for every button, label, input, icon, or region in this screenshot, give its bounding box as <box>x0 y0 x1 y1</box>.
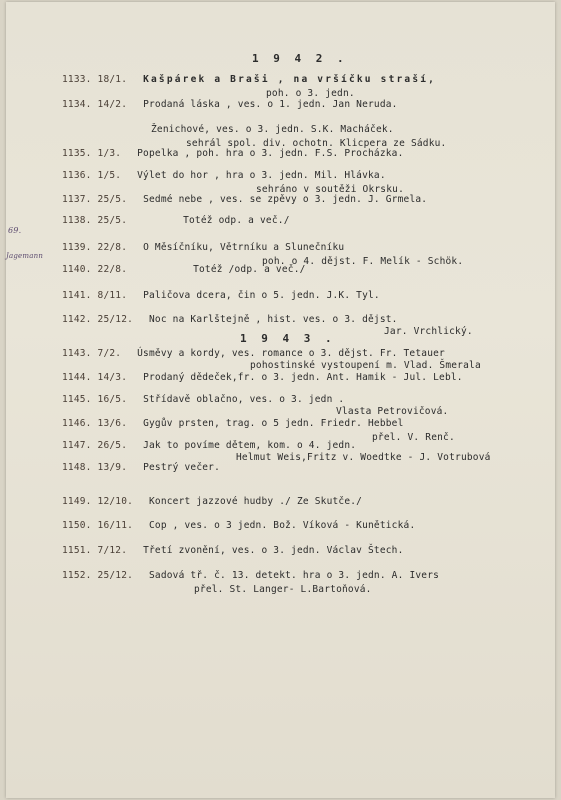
entry-date: 13/9. <box>97 462 128 473</box>
entry-number: 1136. <box>62 170 92 181</box>
entry-1145-sub: Vlasta Petrovičová. <box>336 406 449 417</box>
entry-1148 <box>62 462 220 473</box>
entry-date: 18/1. <box>97 74 128 85</box>
entry-1133-sub: poh. o 3. jedn. <box>266 88 355 99</box>
entry-date: 26/5. <box>97 440 128 451</box>
entry-title: Cop , ves. o 3 jedn. Bož. Víková - Kunětická. <box>148 520 416 531</box>
entry-title: Výlet do hor , hra o 3. jedn. Mil. Hlávka. <box>137 170 386 181</box>
margin-note-number: 69. <box>8 226 22 235</box>
entry-zenichove-sub: sehrál spol. div. ochotn. Klicpera ze Sádku. <box>186 138 447 149</box>
entry-title: Prodaná láska , ves. o 1. jedn. Jan Neruda. <box>143 99 398 110</box>
entry-date: 25/5. <box>97 194 128 205</box>
entry-1139 <box>62 242 344 253</box>
entry-date: 25/12. <box>97 314 134 325</box>
entry-1144 <box>62 372 463 383</box>
entry-number: 1135. <box>62 148 92 159</box>
entry-title: Totéž /odp. a več./ <box>193 264 306 275</box>
entry-date: 16/5. <box>97 394 128 405</box>
entry-1149 <box>62 496 362 507</box>
entry-number: 1152. <box>62 570 92 581</box>
entry-1138 <box>62 215 290 226</box>
entry-1150 <box>62 520 415 531</box>
entry-date: 14/2. <box>97 99 128 110</box>
entry-title: Paličova dcera, čin o 5. jedn. J.K. Tyl. <box>143 290 380 301</box>
entry-date: 1/5. <box>97 170 122 181</box>
entry-1147 <box>62 440 356 451</box>
entry-title: Úsměvy a kordy, ves. romance o 3. dějst. Fr. Tetauer <box>137 348 445 359</box>
entry-1133 <box>62 74 436 85</box>
entry-date: 7/12. <box>97 545 128 556</box>
entry-1139-sub: poh. o 4. dějst. F. Melík - Schök. <box>262 256 464 267</box>
entry-1146 <box>62 418 404 429</box>
entry-date: 22/8. <box>97 264 128 275</box>
entry-number: 1145. <box>62 394 92 405</box>
entry-title: Pestrý večer. <box>143 462 221 473</box>
entry-title: Sedmé nebe , ves. se zpěvy o 3. jedn. J. Grmela. <box>143 194 428 205</box>
entry-date: 22/8. <box>97 242 128 253</box>
entry-1145 <box>62 394 344 405</box>
entry-number: 1148. <box>62 462 92 473</box>
entry-number: 1140. <box>62 264 92 275</box>
entry-number: 1151. <box>62 545 92 556</box>
entry-title: O Měsíčníku, Větrníku a Slunečníku <box>143 242 345 253</box>
entry-date: 7/2. <box>97 348 122 359</box>
entry-1142 <box>62 314 398 325</box>
document-page <box>6 2 555 798</box>
entry-title: Střídavě oblačno, ves. o 3. jedn . <box>143 394 345 405</box>
entry-date: 25/5. <box>97 215 128 226</box>
entry-date: 14/3. <box>97 372 128 383</box>
entry-1151 <box>62 545 404 556</box>
entry-1137 <box>62 194 427 205</box>
entry-number: 1138. <box>62 215 92 226</box>
entry-date: 13/6. <box>97 418 128 429</box>
entry-date: 12/10. <box>97 496 134 507</box>
entry-title: Sadová tř. č. 13. detekt. hra o 3. jedn. A. Ivers <box>148 570 440 581</box>
entry-number: 1141. <box>62 290 92 301</box>
entry-number: 1150. <box>62 520 92 531</box>
entry-1140 <box>62 264 306 275</box>
entry-title: Třetí zvonění, ves. o 3. jedn. Václav Štech. <box>143 545 404 556</box>
margin-note-name: Jagemann <box>6 252 44 260</box>
entry-number: 1137. <box>62 194 92 205</box>
entry-number: 1142. <box>62 314 92 325</box>
entry-number: 1146. <box>62 418 92 429</box>
entry-1141 <box>62 290 380 301</box>
entry-1135 <box>62 148 404 159</box>
entry-1152-sub: přel. St. Langer- L.Bartoňová. <box>194 584 372 595</box>
entry-1142-sub: Jar. Vrchlický. <box>384 326 473 337</box>
year-heading-1942: 1 9 4 2 . <box>252 52 348 65</box>
entry-number: 1133. <box>62 74 92 85</box>
entry-title: Koncert jazzové hudby ./ Ze Skutče./ <box>148 496 363 507</box>
entry-number: 1139. <box>62 242 92 253</box>
entry-date: 16/11. <box>97 520 134 531</box>
entry-number: 1147. <box>62 440 92 451</box>
entry-title: Prodaný dědeček,fr. o 3. jedn. Ant. Hamik - Jul. Lebl. <box>143 372 463 383</box>
entry-date: 8/11. <box>97 290 128 301</box>
entry-date: 25/12. <box>97 570 134 581</box>
entry-1143 <box>62 348 445 359</box>
entry-title: Gygův prsten, trag. o 5 jedn. Friedr. Hebbel <box>143 418 404 429</box>
entry-title: Noc na Karlštejně , hist. ves. o 3. dějst. <box>148 314 398 325</box>
entry-1136 <box>62 170 386 181</box>
entry-number: 1149. <box>62 496 92 507</box>
entry-number: 1144. <box>62 372 92 383</box>
entry-1147-sub: Helmut Weis,Fritz v. Woedtke - J. Votrubová <box>236 452 491 463</box>
entry-1152 <box>62 570 439 581</box>
entry-title: Popelka , poh. hra o 3. jedn. F.S. Procházka. <box>137 148 404 159</box>
entry-number: 1143. <box>62 348 92 359</box>
entry-zenichove: Ženichové, ves. o 3. jedn. S.K. Macháček. <box>151 124 394 135</box>
entry-number: 1134. <box>62 99 92 110</box>
entry-1143-sub: pohostinské vystoupení m. Vlad. Šmerala <box>250 360 481 371</box>
entry-title: Jak to povíme dětem, kom. o 4. jedn. <box>143 440 357 451</box>
entry-date: 1/3. <box>97 148 122 159</box>
entry-title: Totéž odp. a več./ <box>183 215 290 226</box>
entry-1146-sub: přel. V. Renč. <box>372 432 455 443</box>
year-heading-1943: 1 9 4 3 . <box>240 332 336 345</box>
entry-title: Kašpárek a Braši , na vršíčku straší, <box>143 74 437 85</box>
entry-1136-sub: sehráno v soutěži Okrsku. <box>256 184 404 195</box>
entry-1134 <box>62 99 398 110</box>
